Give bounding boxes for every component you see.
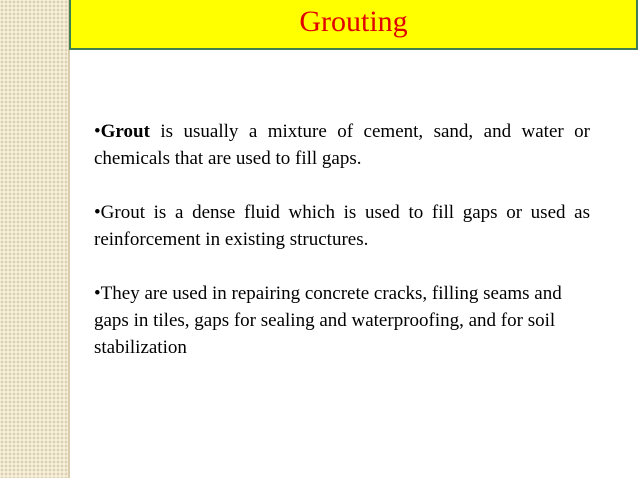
bullet-paragraph-2	[94, 199, 590, 253]
bullet-paragraph-1	[94, 118, 590, 172]
slide-body	[94, 118, 590, 361]
bullet-text: Grout is a dense fluid which is used to fill gaps or used as reinforcement in existing structures.	[94, 202, 590, 250]
slide-title: Grouting	[299, 5, 408, 38]
decorative-side-strip	[0, 0, 68, 478]
bullet-text: is usually a mixture of cement, sand, and water or chemicals that are used to fill gaps.	[94, 121, 590, 169]
bullet-marker: •	[94, 283, 101, 304]
title-bar	[69, 0, 638, 50]
side-strip-edge	[68, 0, 70, 478]
bullet-paragraph-3	[94, 280, 590, 361]
bullet-marker: •	[94, 202, 101, 223]
bold-term: Grout	[100, 121, 150, 142]
bullet-text: They are used in repairing concrete cracks, filling seams and gaps in tiles, gaps for sealing and waterproofing, and for soil stabilization	[94, 283, 562, 358]
bullet-marker: •	[94, 121, 101, 142]
